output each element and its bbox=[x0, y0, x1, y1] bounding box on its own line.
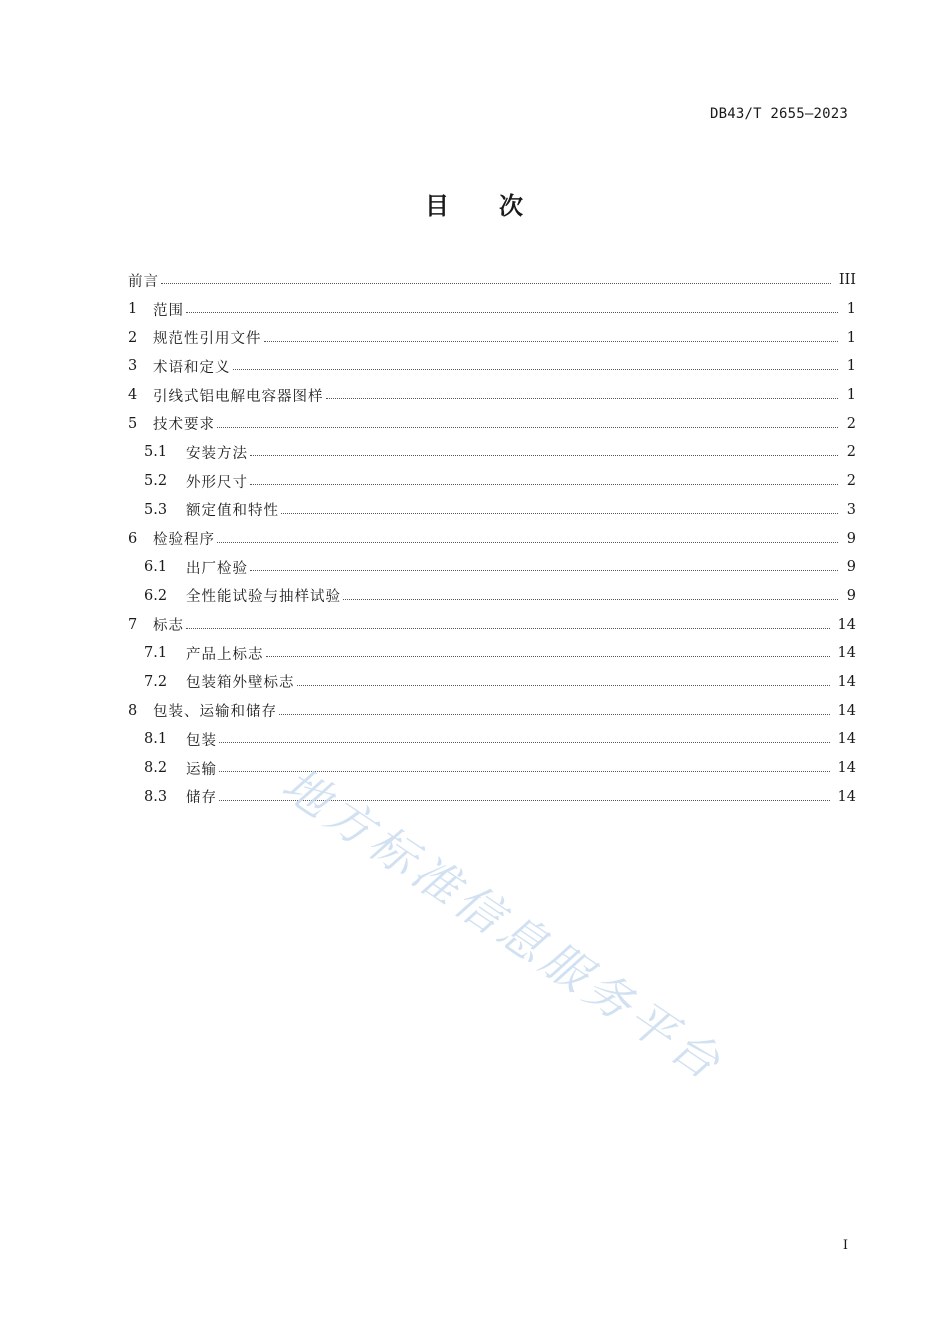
toc-entry-page: III bbox=[838, 272, 856, 289]
toc-entry-page: 14 bbox=[837, 702, 856, 719]
toc-entry-number: 6 bbox=[128, 530, 138, 547]
toc-entry-label: 储存 bbox=[186, 790, 217, 807]
table-of-contents bbox=[128, 266, 856, 811]
toc-entry-page: 14 bbox=[837, 760, 856, 777]
toc-entry-8-3[interactable] bbox=[128, 782, 856, 811]
toc-entry-number: 7 bbox=[128, 616, 138, 633]
toc-entry-8[interactable] bbox=[128, 696, 856, 725]
toc-leader-dots bbox=[250, 569, 838, 571]
toc-entry-number: 7.1 bbox=[144, 645, 168, 662]
toc-entry-page: 14 bbox=[837, 616, 856, 633]
watermark: 地方标准信息服务平台 bbox=[272, 756, 734, 1093]
toc-entry-number: 5 bbox=[128, 415, 138, 432]
toc-entry-number: 4 bbox=[128, 387, 138, 404]
toc-entry-page: 14 bbox=[837, 788, 856, 805]
toc-entry-5[interactable] bbox=[128, 409, 856, 438]
toc-entry-page: 14 bbox=[837, 645, 856, 662]
toc-entry-8-2[interactable] bbox=[128, 754, 856, 783]
toc-entry-4[interactable] bbox=[128, 381, 856, 410]
toc-entry-number: 3 bbox=[128, 358, 138, 375]
toc-leader-dots bbox=[250, 483, 838, 485]
toc-entry-label: 术语和定义 bbox=[153, 359, 231, 376]
toc-entry-page: 9 bbox=[846, 587, 856, 604]
toc-entry-8-1[interactable] bbox=[128, 725, 856, 754]
toc-entry-5-2[interactable] bbox=[128, 467, 856, 496]
toc-entry-number: 7.2 bbox=[144, 673, 168, 690]
page-number: I bbox=[842, 1238, 848, 1253]
toc-leader-dots bbox=[279, 713, 830, 715]
toc-entry-6-2[interactable] bbox=[128, 582, 856, 611]
toc-entry-label: 范围 bbox=[153, 302, 184, 319]
toc-entry-2[interactable] bbox=[128, 323, 856, 352]
toc-entry-label: 检验程序 bbox=[153, 532, 215, 549]
toc-entry-label: 包装 bbox=[186, 732, 217, 749]
toc-leader-dots bbox=[281, 512, 838, 514]
toc-entry-page: 2 bbox=[846, 473, 856, 490]
toc-entry-3[interactable] bbox=[128, 352, 856, 381]
toc-entry-number: 2 bbox=[128, 329, 138, 346]
toc-entry-label: 安装方法 bbox=[186, 445, 248, 462]
toc-entry-page: 1 bbox=[846, 358, 856, 375]
toc-leader-dots bbox=[217, 541, 838, 543]
standard-code: DB43/T 2655—2023 bbox=[709, 106, 848, 122]
toc-entry-label: 运输 bbox=[186, 761, 217, 778]
toc-entry-label: 技术要求 bbox=[153, 417, 215, 434]
toc-leader-dots bbox=[219, 741, 830, 743]
toc-entry-page: 2 bbox=[846, 444, 856, 461]
toc-entry-page: 1 bbox=[846, 387, 856, 404]
toc-entry-number: 6.2 bbox=[144, 587, 168, 604]
toc-entry-5-3[interactable] bbox=[128, 496, 856, 525]
toc-entry-7-1[interactable] bbox=[128, 639, 856, 668]
toc-leader-dots bbox=[186, 627, 830, 629]
toc-leader-dots bbox=[217, 426, 838, 428]
toc-entry-label: 标志 bbox=[153, 618, 184, 635]
toc-leader-dots bbox=[343, 598, 838, 600]
toc-entry-number: 8 bbox=[128, 702, 138, 719]
toc-entry-label: 包装、运输和储存 bbox=[153, 704, 277, 721]
toc-entry-number: 8.2 bbox=[144, 760, 168, 777]
toc-entry-foreword[interactable] bbox=[128, 266, 856, 295]
toc-entry-5-1[interactable] bbox=[128, 438, 856, 467]
toc-entry-page: 2 bbox=[846, 415, 856, 432]
toc-entry-7[interactable] bbox=[128, 610, 856, 639]
toc-heading-char-1: 目 bbox=[425, 192, 451, 220]
toc-entry-label: 包装箱外壁标志 bbox=[186, 675, 295, 692]
toc-entry-number: 5.2 bbox=[144, 473, 168, 490]
toc-entry-1[interactable] bbox=[128, 295, 856, 324]
toc-leader-dots bbox=[266, 655, 830, 657]
toc-leader-dots bbox=[186, 311, 838, 313]
toc-entry-label: 前言 bbox=[128, 273, 159, 290]
toc-entry-page: 1 bbox=[846, 301, 856, 318]
toc-entry-page: 3 bbox=[846, 501, 856, 518]
toc-entry-label: 产品上标志 bbox=[186, 646, 264, 663]
toc-leader-dots bbox=[297, 684, 830, 686]
toc-heading-char-2: 次 bbox=[499, 192, 525, 220]
toc-entry-number: 8.1 bbox=[144, 731, 168, 748]
toc-entry-number: 6.1 bbox=[144, 559, 168, 576]
toc-entry-label: 外形尺寸 bbox=[186, 474, 248, 491]
toc-entry-page: 14 bbox=[837, 731, 856, 748]
toc-leader-dots bbox=[250, 454, 838, 456]
toc-entry-label: 出厂检验 bbox=[186, 560, 248, 577]
toc-entry-page: 9 bbox=[846, 559, 856, 576]
toc-leader-dots bbox=[161, 282, 831, 284]
toc-entry-page: 14 bbox=[837, 673, 856, 690]
toc-entry-label: 规范性引用文件 bbox=[153, 331, 262, 348]
toc-entry-number: 1 bbox=[128, 301, 138, 318]
toc-leader-dots bbox=[264, 340, 839, 342]
toc-entry-number: 8.3 bbox=[144, 788, 168, 805]
toc-heading bbox=[0, 186, 950, 221]
toc-entry-6-1[interactable] bbox=[128, 553, 856, 582]
toc-entry-label: 引线式铝电解电容器图样 bbox=[153, 388, 324, 405]
toc-entry-label: 全性能试验与抽样试验 bbox=[186, 589, 341, 606]
toc-entry-number: 5.1 bbox=[144, 444, 168, 461]
toc-leader-dots bbox=[233, 368, 839, 370]
toc-entry-page: 9 bbox=[846, 530, 856, 547]
toc-entry-7-2[interactable] bbox=[128, 668, 856, 697]
toc-entry-label: 额定值和特性 bbox=[186, 503, 279, 520]
toc-leader-dots bbox=[326, 397, 839, 399]
toc-entry-number: 5.3 bbox=[144, 501, 168, 518]
toc-entry-6[interactable] bbox=[128, 524, 856, 553]
toc-entry-page: 1 bbox=[846, 329, 856, 346]
